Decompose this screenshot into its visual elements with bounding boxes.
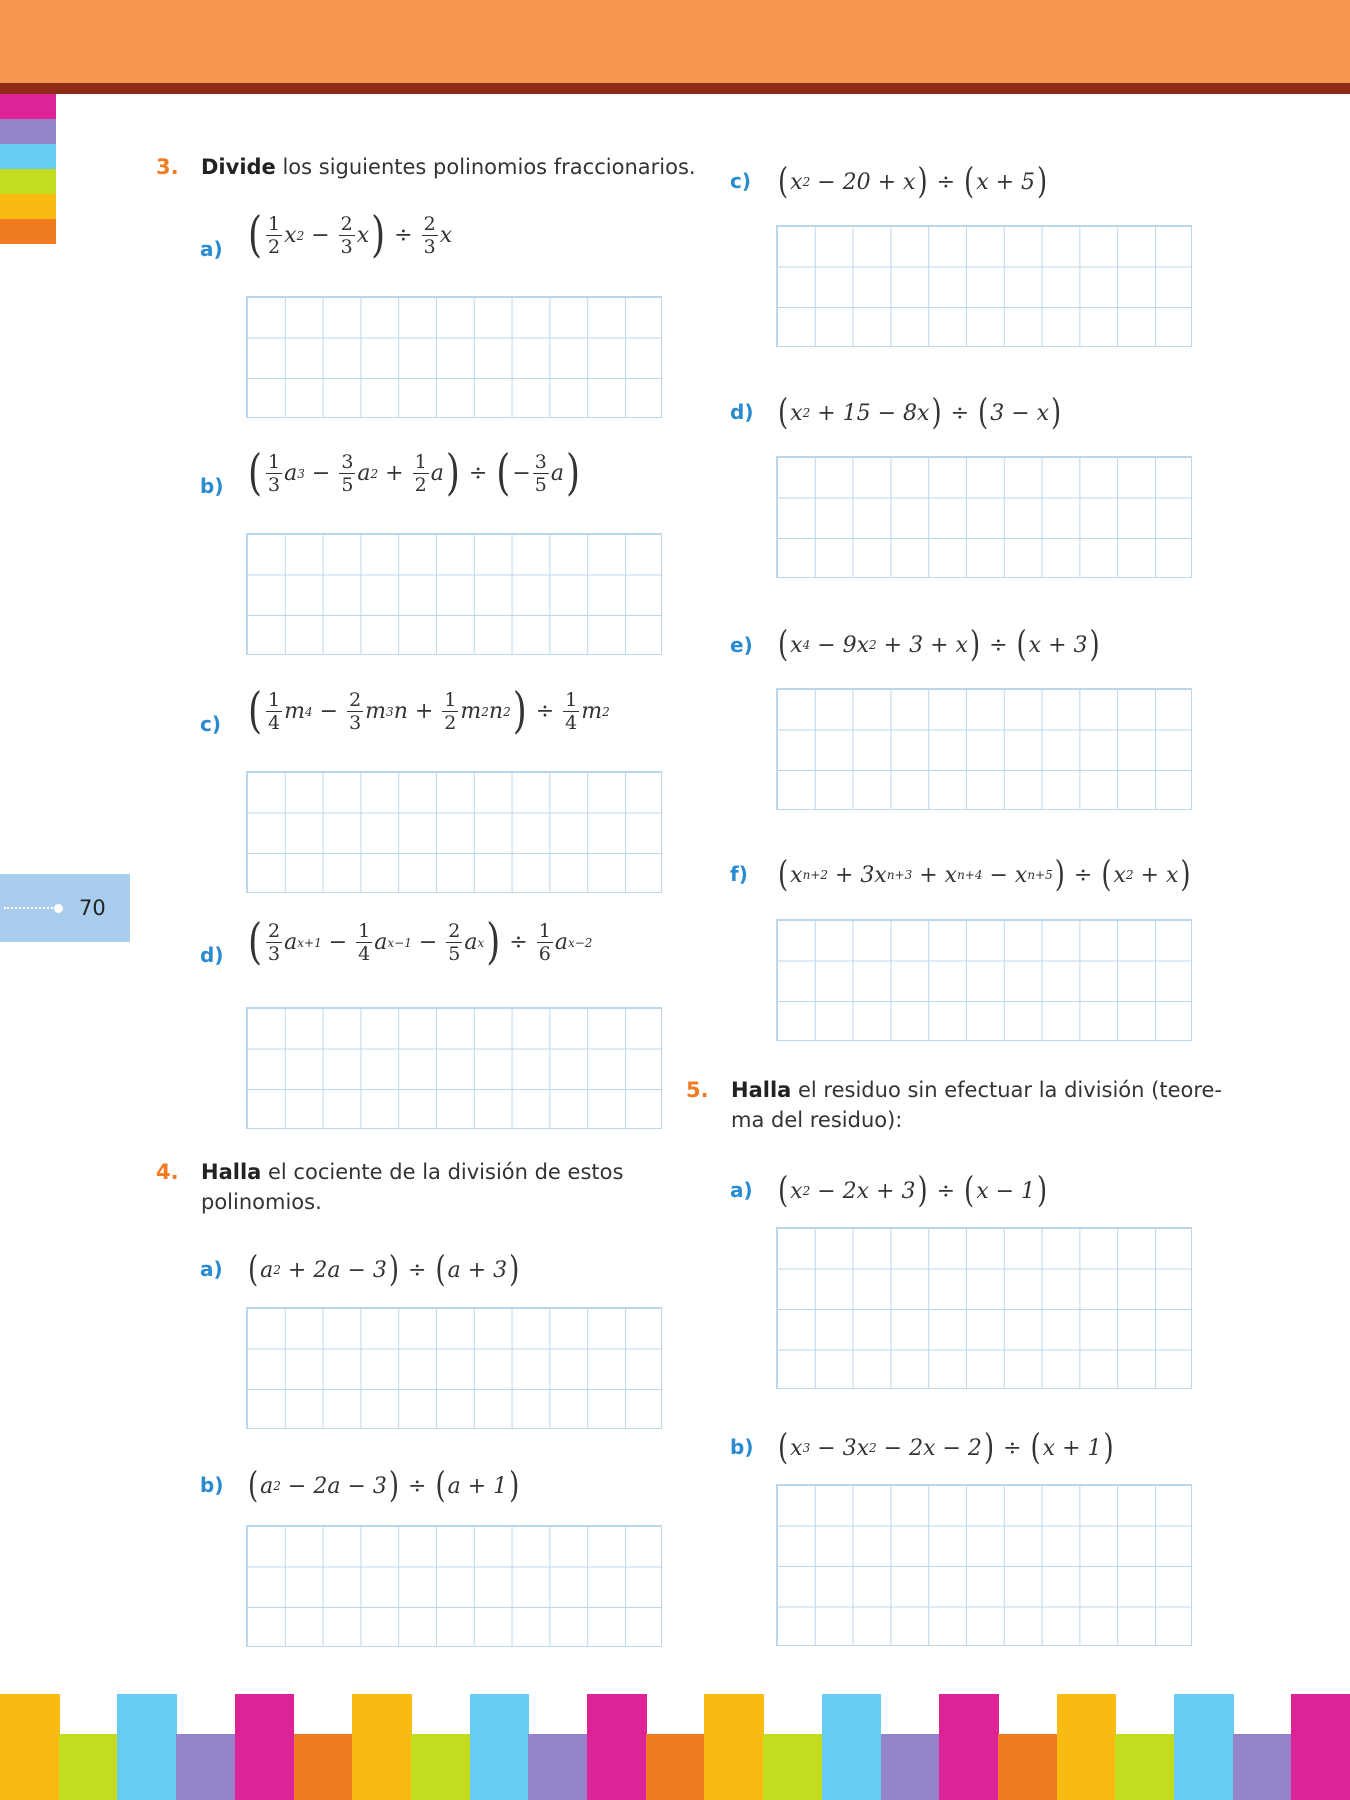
exercise-3-number: 3.	[156, 155, 179, 179]
decorative-stripe	[0, 1694, 60, 1800]
answer-grid-3a[interactable]	[246, 296, 662, 418]
decorative-stripe	[1233, 1734, 1293, 1800]
expression-3f: ( x n+2 + 3x n+3 + x n+4 − x n+5 ) ÷ ( x 2 + x )	[778, 854, 1191, 896]
decorative-stripe	[176, 1734, 236, 1800]
decorative-stripe	[704, 1694, 764, 1800]
leader-dot	[54, 904, 63, 913]
decorative-stripe	[1057, 1694, 1117, 1800]
item-letter: b)	[200, 1473, 224, 1497]
expression-4a: ( a 2 + 2a − 3 ) ÷ ( a + 3 )	[248, 1249, 520, 1291]
exercise-5-heading	[686, 1075, 1231, 1135]
answer-grid-3b[interactable]	[246, 533, 662, 655]
item-letter: f)	[730, 862, 748, 886]
exercise-4-heading	[156, 1157, 661, 1217]
page-number-tab	[0, 874, 130, 942]
page-number: 70	[79, 896, 106, 920]
answer-grid-3c-right[interactable]	[776, 225, 1192, 347]
decorative-stripe	[235, 1694, 295, 1800]
answer-grid-3d[interactable]	[246, 1007, 662, 1129]
decorative-stripe	[352, 1694, 412, 1800]
expression-3b: ( 1 3 a 3 − 3 5 a 2 + 1 2 a ) ÷ ( − 3 5 a )	[248, 445, 581, 501]
expression-3c: ( 1 4 m 4 − 2 3 m 3 n + 1 2 m 2 n 2 ) ÷ 1 4 m 2	[248, 683, 610, 739]
expression-3e: ( x 4 − 9x 2 + 3 + x ) ÷ ( x + 3 )	[778, 624, 1100, 666]
item-letter: e)	[730, 633, 753, 657]
decorative-stripe	[117, 1694, 177, 1800]
decorative-stripe	[1115, 1734, 1175, 1800]
bottom-color-stripes	[0, 1694, 1350, 1800]
dotted-leader	[4, 907, 56, 909]
expression-3c-right: ( x 2 − 20 + x ) ÷ ( x + 5 )	[778, 161, 1048, 203]
expression-4b: ( a 2 − 2a − 3 ) ÷ ( a + 1 )	[248, 1465, 520, 1507]
exercise-5-text-line2: ma del residuo):	[731, 1108, 903, 1132]
item-letter: d)	[730, 400, 754, 424]
item-letter: a)	[200, 237, 223, 261]
item-letter: a)	[200, 1257, 223, 1281]
answer-grid-5a[interactable]	[776, 1227, 1192, 1389]
exercise-5-number: 5.	[686, 1078, 709, 1102]
exercise-5-text-line1: el residuo sin efectuar la división (teore-	[791, 1078, 1223, 1102]
decorative-stripe	[822, 1694, 882, 1800]
answer-grid-4b[interactable]	[246, 1525, 662, 1647]
decorative-stripe	[881, 1734, 941, 1800]
decorative-stripe	[939, 1694, 999, 1800]
item-letter: a)	[730, 1178, 753, 1202]
expression-3a: ( 1 2 x 2 − 2 3 x ) ÷ 2 3 x	[248, 207, 453, 263]
decorative-stripe	[411, 1734, 471, 1800]
decorative-stripe	[998, 1734, 1058, 1800]
answer-grid-5b[interactable]	[776, 1484, 1192, 1646]
exercise-4-verb: Halla	[201, 1160, 262, 1184]
item-letter: b)	[730, 1435, 754, 1459]
decorative-stripe	[1174, 1694, 1234, 1800]
decorative-stripe	[470, 1694, 530, 1800]
exercise-3-text: los siguientes polinomios fraccionarios.	[275, 155, 696, 179]
item-letter: c)	[200, 712, 221, 736]
header-band	[0, 0, 1350, 83]
answer-grid-3d-right[interactable]	[776, 456, 1192, 578]
decorative-stripe	[1291, 1694, 1350, 1800]
exercise-4-text-line2: polinomios.	[201, 1190, 322, 1214]
decorative-stripe	[59, 1734, 119, 1800]
decorative-stripe	[763, 1734, 823, 1800]
decorative-stripe	[587, 1694, 647, 1800]
exercise-3-heading	[156, 152, 701, 182]
answer-grid-3c[interactable]	[246, 771, 662, 893]
header-rule	[0, 83, 1350, 94]
exercise-4-text-line1: el cociente de la división de estos	[261, 1160, 624, 1184]
decorative-stripe	[294, 1734, 354, 1800]
item-letter: c)	[730, 169, 751, 193]
exercise-4-number: 4.	[156, 1160, 179, 1184]
item-letter: b)	[200, 474, 224, 498]
expression-3d-right: ( x 2 + 15 − 8x ) ÷ ( 3 − x )	[778, 392, 1062, 434]
decorative-stripe	[646, 1734, 706, 1800]
answer-grid-4a[interactable]	[246, 1307, 662, 1429]
side-color-tabs	[0, 94, 56, 244]
expression-3d: ( 2 3 a x+1 − 1 4 a x−1 − 2 5 a x ) ÷ 1 6 a x−2	[248, 914, 593, 970]
expression-5a: ( x 2 − 2x + 3 ) ÷ ( x − 1 )	[778, 1170, 1048, 1212]
exercise-3-verb: Divide	[201, 155, 276, 179]
expression-5b: ( x 3 − 3x 2 − 2x − 2 ) ÷ ( x + 1 )	[778, 1427, 1114, 1469]
answer-grid-3f[interactable]	[776, 919, 1192, 1041]
exercise-5-verb: Halla	[731, 1078, 792, 1102]
answer-grid-3e[interactable]	[776, 688, 1192, 810]
item-letter: d)	[200, 943, 224, 967]
decorative-stripe	[528, 1734, 588, 1800]
